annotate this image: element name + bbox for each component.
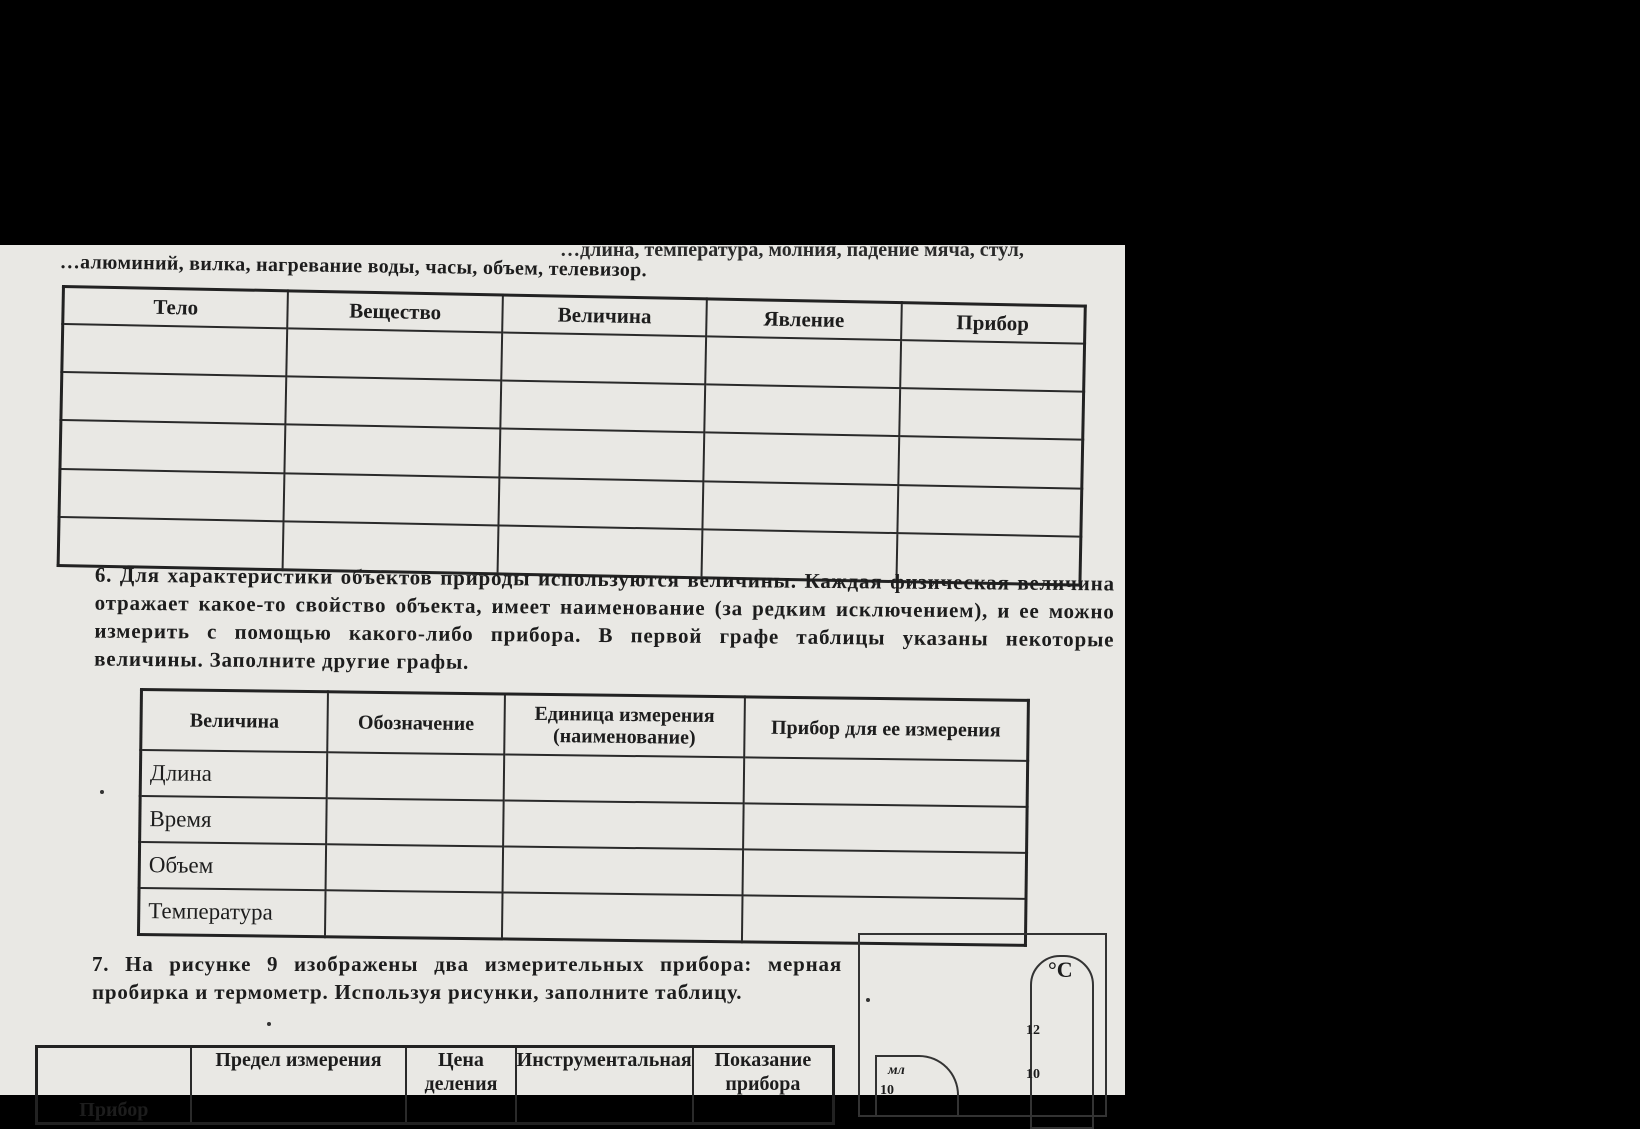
table-cell[interactable] — [61, 372, 287, 425]
table-cell[interactable] — [743, 803, 1027, 852]
word-list-line: …алюминий, вилка, нагревание воды, часы, объем, телевизор. — [59, 251, 648, 282]
table-cell[interactable] — [706, 336, 901, 388]
table-cell[interactable] — [62, 324, 288, 377]
task-6-paragraph: 6. Для характеристики объектов природы используются величины. Каждая физическая величина отражает какое-то свойство объекта, имеет наименование (за редким исключением), и ее можно измерить с помощью какого-либо прибора. В первой графе таблицы указаны некоторые величины. Заполните другие графы. — [94, 562, 1115, 674]
speck — [100, 790, 104, 794]
table-cell[interactable] — [326, 752, 504, 800]
table-cell[interactable] — [284, 473, 499, 525]
col-header-substance: Вещество — [288, 291, 503, 333]
instruments-table — [35, 1045, 835, 1125]
table-cell[interactable] — [500, 381, 705, 433]
table-cell[interactable] — [499, 429, 704, 481]
col-header-quantity: Величина — [502, 295, 707, 336]
col-header-body: Тело — [63, 287, 289, 329]
speck — [267, 1022, 271, 1026]
figure-9 — [858, 933, 1107, 1117]
table-cell[interactable] — [900, 340, 1085, 392]
table-cell[interactable] — [704, 433, 899, 485]
classification-table — [57, 285, 1087, 587]
table-cell[interactable] — [498, 477, 703, 529]
table-header-row — [141, 690, 1029, 761]
table-cell[interactable] — [325, 890, 503, 939]
speck — [866, 998, 870, 1002]
col-header-instrument: Прибор для ее измерения — [744, 697, 1029, 761]
row-label-volume: Объем — [139, 842, 326, 890]
row-label-temperature: Температура — [138, 888, 325, 937]
col-header-phenomenon: Явление — [706, 299, 901, 340]
table-cell[interactable] — [703, 481, 898, 533]
quantities-table — [137, 688, 1030, 947]
table-cell[interactable] — [285, 425, 500, 477]
row-label-length: Длина — [140, 750, 327, 798]
col-header-quantity: Величина — [141, 690, 328, 753]
col-header-device: Прибор — [901, 303, 1086, 344]
table-cell[interactable] — [325, 844, 503, 892]
thermo-tick-10: 10 — [1026, 1067, 1040, 1082]
table-cell[interactable] — [501, 332, 706, 384]
row-label-time: Время — [140, 796, 327, 844]
table-cell[interactable] — [743, 757, 1027, 806]
table-cell[interactable] — [503, 846, 743, 895]
table-cell[interactable] — [286, 376, 501, 428]
table-cell[interactable] — [60, 420, 286, 473]
task-6-text — [29, 560, 1115, 681]
table-header-row — [37, 1047, 834, 1124]
celsius-label: °C — [1048, 957, 1073, 982]
table-cell[interactable] — [705, 385, 900, 437]
col-header-unit: Единица измерения (наименование) — [504, 694, 744, 757]
col-header-division: Цена деления — [406, 1047, 515, 1124]
cut-off-line: …длина, температура, молния, падение мяча, стул, — [560, 239, 1024, 261]
task-7-text — [22, 950, 842, 1006]
table-cell[interactable] — [59, 469, 285, 522]
thermo-tick-12: 12 — [1026, 1023, 1040, 1038]
col-header-symbol: Обозначение — [327, 692, 505, 755]
workbook-page — [0, 239, 1125, 1121]
task-7-paragraph: 7. На рисунке 9 изображены два измерительных прибора: мерная пробирка и термометр. Используя рисунки, заполните таблицу. — [92, 952, 842, 1004]
table-cell[interactable] — [898, 436, 1083, 488]
table-cell[interactable] — [742, 849, 1026, 898]
table-cell[interactable] — [503, 800, 743, 849]
table-cell[interactable] — [326, 798, 504, 846]
ml-label: мл — [888, 1063, 905, 1078]
table-cell[interactable] — [502, 892, 742, 941]
table-cell[interactable] — [897, 485, 1082, 537]
col-header-instrumental: Инструментальная — [516, 1047, 693, 1124]
table-cell[interactable] — [504, 754, 744, 803]
table-cell[interactable] — [287, 328, 502, 380]
table-cell[interactable] — [899, 388, 1084, 440]
col-header-device: Прибор — [37, 1047, 191, 1124]
ml-tick-10: 10 — [880, 1083, 894, 1098]
col-header-limit: Предел измерения — [191, 1047, 407, 1124]
col-header-reading: Показание прибора — [693, 1047, 834, 1124]
